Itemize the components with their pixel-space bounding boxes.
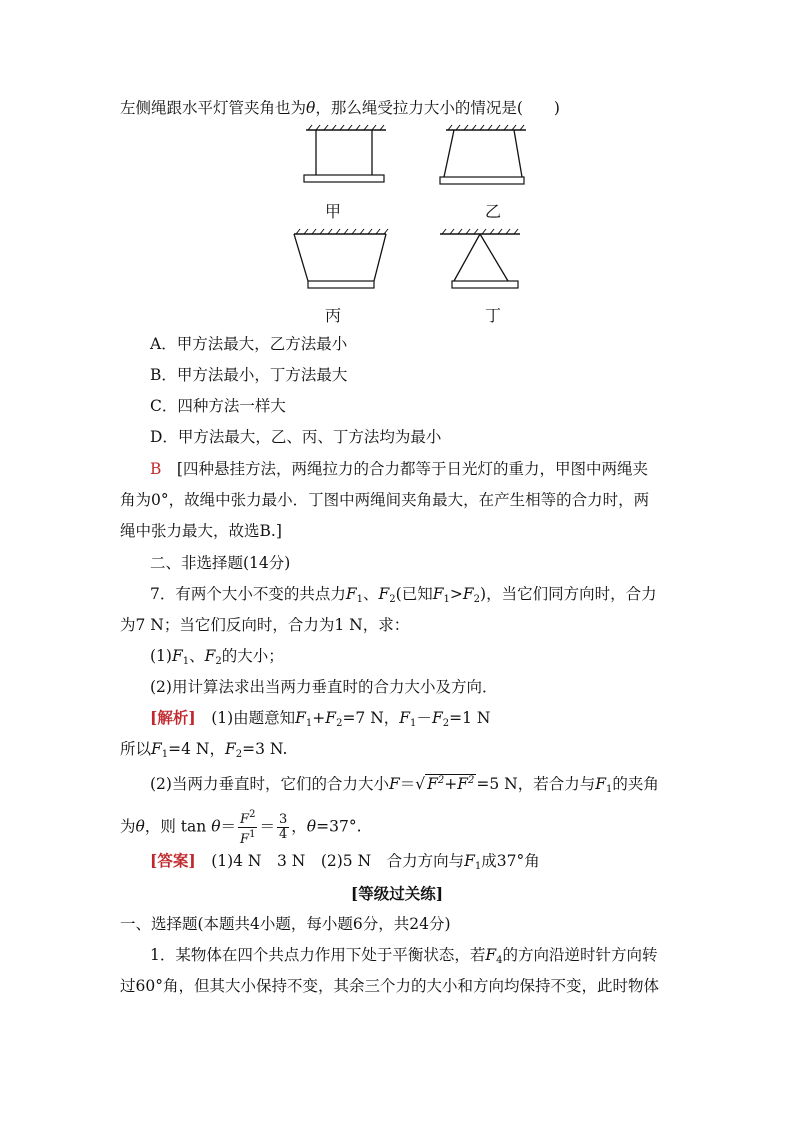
option-d: D．甲方法最大，乙、丙、丁方法均为最小 [150,428,442,446]
answer-letter: B [150,460,162,478]
answer7-line: [答案] (1)4 N 3 N (2)5 N 合力方向与$F_1$成37°角 [150,851,540,872]
question-stem: 左侧绳跟水平灯管夹角也为θ，那么绳受拉力大小的情况是( ) [120,99,560,117]
fraction-f2-f1: $\frac{F^2}{F^1}$ [240,809,256,847]
answer-line-1: B [四种悬挂方法，两绳拉力的合力都等于日光灯的重力，甲图中两绳夹 [150,460,648,478]
option-b: B．甲方法最小，丁方法最大 [150,366,348,384]
answer-tag: [答案] [150,851,196,870]
figure-label-yi: 乙 [484,202,501,221]
figure-label-ding: 丁 [484,306,501,325]
theta-symbol: θ [306,99,316,117]
figure-label-bing: 丙 [324,306,341,325]
figure-yi [436,122,536,192]
section-heading-nonchoice: 二、非选择题(14分) [150,554,291,572]
analysis-line-2: 所以$F_1=4$ N，$F_2=3$ N. [120,740,288,760]
analysis-line-4: 为θ，则 tan θ＝ $\frac{F^2}{F^1}$ ＝ $\frac{3}{4}$ ，θ=37°. [120,809,362,847]
answer-line-3: 绳中张力最大，故选B.] [120,522,282,540]
option-a: A．甲方法最大，乙方法最小 [150,335,348,353]
section-heading-choice: 一、选择题(本题共4小题，每小题6分，共24分) [120,915,451,933]
option-c: C．四种方法一样大 [150,397,286,415]
question7-part-1: $(1)F_1$、$F_2$的大小； [150,647,284,667]
question7-line-2: 为7 N；当它们反向时，合力为1 N，求： [120,616,410,634]
analysis-line-1: [解析] (1)由题意知$F_1+F_2=7$ N，$F_1-F_2=1$ N [150,708,491,729]
figure-jia [296,122,396,192]
analysis-line-3: (2)当两力垂直时，它们的合力大小F＝√ $F^2+F^2 =5$ N，若合力与$F_1$的夹角 [150,775,659,795]
question1-line-1: 1．某物体在四个共点力作用下处于平衡状态，若$F_4$的方向沿逆时针方向转 [150,946,658,966]
answer-line-2: 角为0°，故绳中张力最小．丁图中两绳间夹角最大，在产生相等的合力时，两 [120,491,650,509]
question7-part-2: (2)用计算法求出当两力垂直时的合力大小及方向． [150,678,498,696]
fraction-3-4: $\frac{3}{4}$ [278,812,288,842]
question1-line-2: 过60°角，但其大小保持不变，其余三个力的大小和方向均保持不变，此时物体 [120,977,659,995]
figure-bing [286,226,396,296]
figure-label-jia: 甲 [324,202,341,221]
analysis-tag: [解析] [150,708,196,727]
figure-ding [436,226,536,296]
level-title: [等级过关练] [350,884,444,903]
question7-line-1: 7．有两个大小不变的共点力$F_1$、$F_2$(已知$F_1>F_2$)，当它们同方向时，合力 [150,585,657,605]
